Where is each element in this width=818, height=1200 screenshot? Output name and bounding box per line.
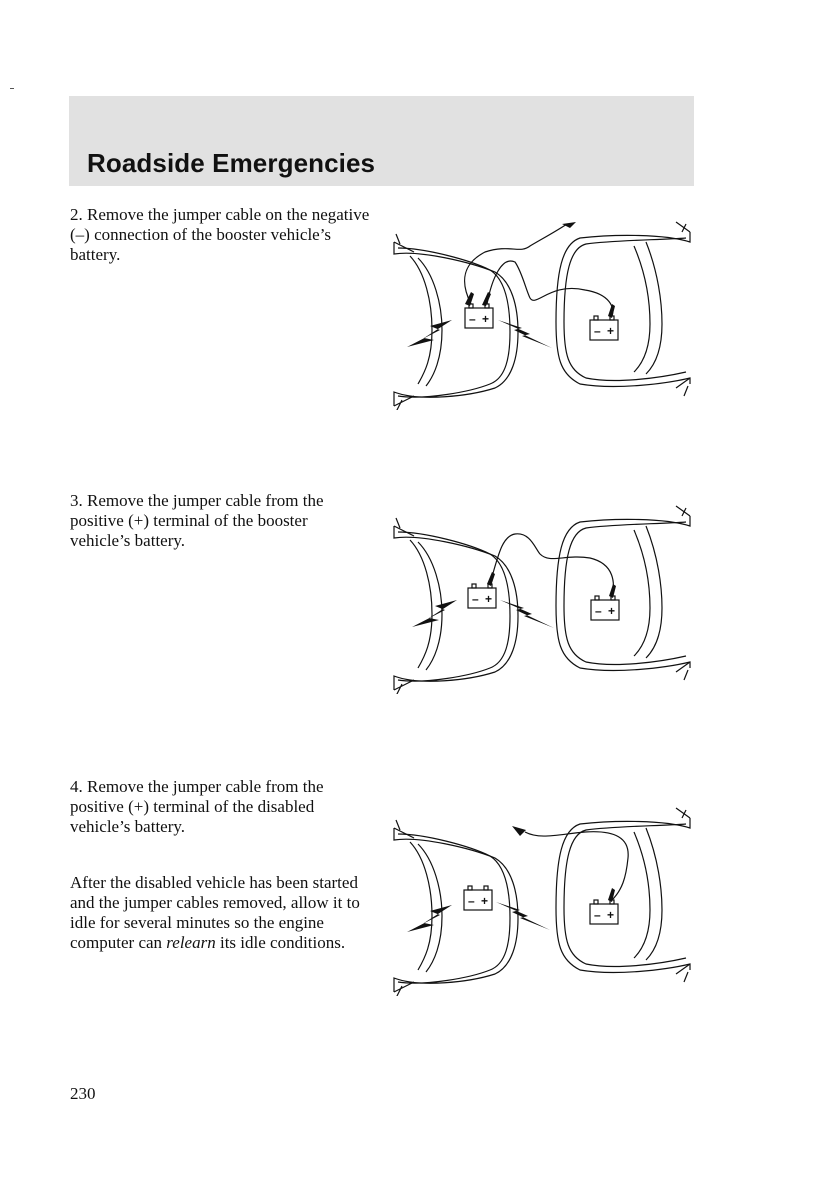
battery-minus-symbol: – xyxy=(469,312,476,326)
spark-icon xyxy=(496,902,550,930)
battery-plus-symbol: + xyxy=(607,908,615,922)
idle-note-after: its idle conditions. xyxy=(215,933,346,952)
idle-note xyxy=(70,873,370,953)
margin-mark xyxy=(10,88,14,89)
battery-plus-symbol: + xyxy=(485,592,493,606)
battery-minus-symbol: – xyxy=(594,908,601,922)
cable-clamp xyxy=(487,572,495,586)
spark-icon xyxy=(500,600,554,628)
idle-note-emphasis: relearn xyxy=(166,933,216,952)
section-header xyxy=(69,96,694,186)
step-3-text: 3. Remove the jumper cable from the positive (+) terminal of the booster vehicle’s battery. xyxy=(70,491,324,550)
page-number: 230 xyxy=(70,1084,96,1103)
jumper-diagram-step-2 xyxy=(390,212,695,410)
battery-minus-symbol: – xyxy=(472,592,479,606)
spark-icon xyxy=(407,905,452,932)
battery-minus-symbol: – xyxy=(595,604,602,618)
jumper-diagram-step-4 xyxy=(390,798,695,996)
section-title: Roadside Emergencies xyxy=(87,148,376,178)
cable-clamp xyxy=(482,292,491,306)
jumper-diagram-step-3 xyxy=(390,496,695,694)
cable-clamp xyxy=(512,826,526,836)
step-2-text: 2. Remove the jumper cable on the negative (–) connection of the booster vehicle’s battery. xyxy=(70,205,370,264)
jumper-cable-positive xyxy=(490,534,613,596)
disabled-vehicle-outline xyxy=(556,808,690,982)
booster-vehicle-outline xyxy=(394,820,518,996)
spark-icon xyxy=(412,600,457,627)
battery-minus-symbol: – xyxy=(468,894,475,908)
disabled-vehicle-outline xyxy=(556,506,690,680)
battery-plus-symbol: + xyxy=(608,604,616,618)
battery-plus-symbol: + xyxy=(481,894,489,908)
booster-vehicle-outline xyxy=(394,518,518,694)
spark-icon xyxy=(498,320,552,348)
battery-plus-symbol: + xyxy=(482,312,490,326)
disabled-vehicle-outline xyxy=(556,222,690,396)
battery-minus-symbol: – xyxy=(594,324,601,338)
step-4-text: 4. Remove the jumper cable from the positive (+) terminal of the disabled vehicle’s battery. xyxy=(70,777,324,836)
spark-icon xyxy=(407,320,452,347)
battery-plus-symbol: + xyxy=(607,324,615,338)
cable-clamp xyxy=(562,222,576,228)
booster-vehicle-outline xyxy=(394,234,518,410)
idle-note-before: After the disabled vehicle has been started and the jumper cables removed, allow it to idle for several minutes so the engine computer can xyxy=(70,873,360,952)
jumper-cable-positive xyxy=(487,261,613,316)
